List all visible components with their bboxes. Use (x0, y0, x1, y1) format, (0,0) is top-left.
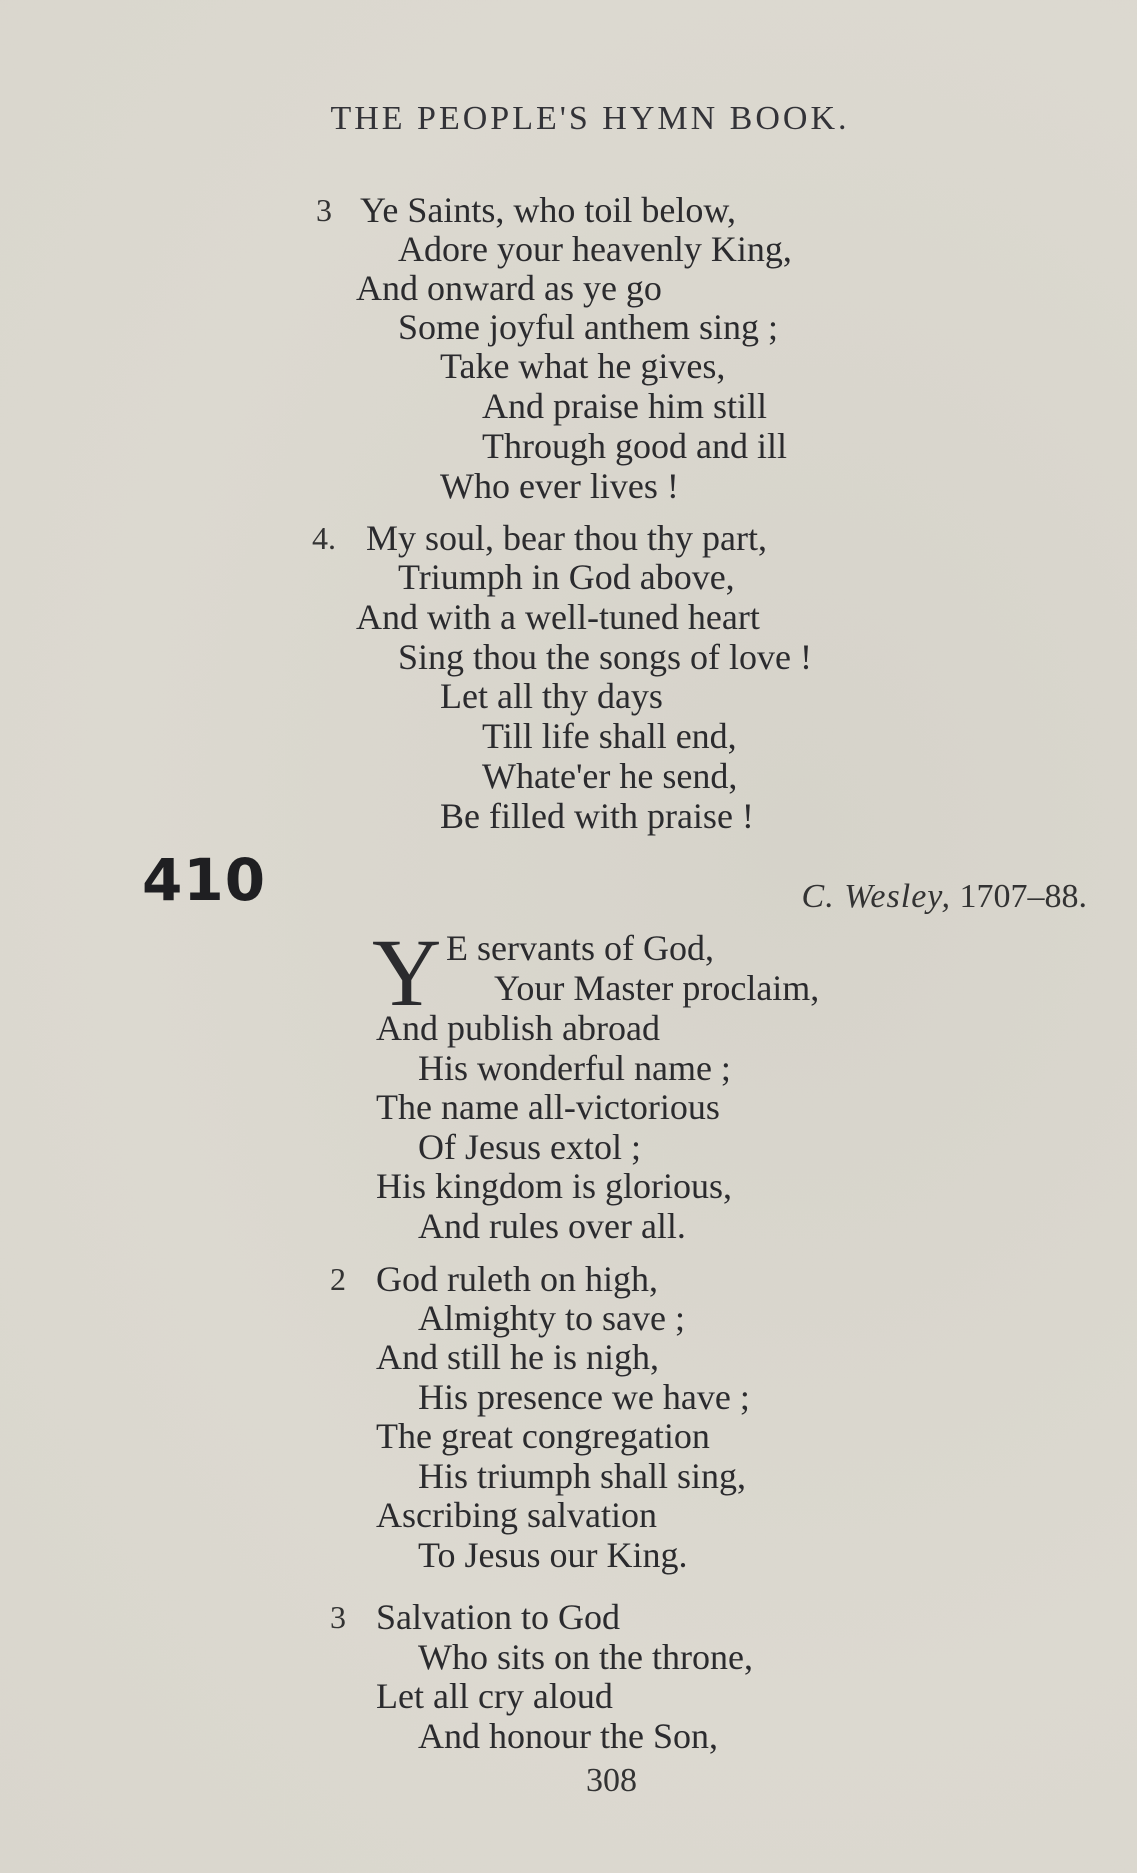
hymn-line: His wonderful name ; (418, 1048, 731, 1088)
verse-number: 4. (312, 520, 336, 556)
verse-number: 3 (316, 192, 332, 228)
hymn-line: Ye Saints, who toil below, (360, 190, 737, 230)
hymn-line: Till life shall end, (482, 716, 737, 756)
hymn-line: God ruleth on high, (376, 1259, 658, 1299)
hymn-line: Almighty to save ; (418, 1298, 685, 1338)
hymn-line: His presence we have ; (418, 1377, 750, 1417)
hymn-line: My soul, bear thou thy part, (366, 518, 767, 558)
hymn-line: E servants of God, (446, 928, 714, 968)
author-dates: 1707–88. (959, 878, 1087, 915)
hymn-line: His triumph shall sing, (418, 1456, 747, 1496)
hymn-line: Sing thou the songs of love ! (398, 637, 812, 677)
running-head: THE PEOPLE'S HYMN BOOK. (330, 100, 850, 137)
verse-number: 3 (330, 1599, 346, 1635)
hymn-line: Salvation to God (376, 1597, 620, 1637)
hymn-line: And rules over all. (418, 1206, 686, 1246)
hymn-line: Let all thy days (440, 676, 663, 716)
hymn-line: Who ever lives ! (440, 466, 679, 506)
hymn-line: And onward as ye go (356, 268, 662, 308)
hymn-line: And with a well-tuned heart (356, 597, 760, 637)
hymn-line: Be filled with praise ! (440, 796, 754, 836)
hymn-number: 410 (142, 846, 267, 914)
drop-cap: Y (372, 919, 442, 1026)
hymn-line: Let all cry aloud (376, 1676, 613, 1716)
verse-number: 2 (330, 1261, 346, 1297)
hymn-line: To Jesus our King. (418, 1535, 688, 1575)
hymn-line: Ascribing salvation (376, 1495, 657, 1535)
hymn-line: Adore your heavenly King, (398, 229, 792, 269)
hymn-line: Through good and ill (482, 426, 787, 466)
hymn-line: And praise him still (482, 386, 767, 426)
hymn-line: Whate'er he send, (482, 756, 738, 796)
hymn-attribution (802, 878, 1087, 916)
hymn-line: Triumph in God above, (398, 557, 735, 597)
hymn-line: Take what he gives, (440, 346, 726, 386)
hymn-line: And still he is nigh, (376, 1337, 660, 1377)
hymn-line: The great congregation (376, 1416, 710, 1456)
hymn-line: Your Master proclaim, (494, 968, 820, 1008)
hymn-line: The name all-victorious (376, 1087, 720, 1127)
hymn-line: Who sits on the throne, (418, 1637, 753, 1677)
hymn-line: Of Jesus extol ; (418, 1127, 641, 1167)
hymn-line: Some joyful anthem sing ; (398, 307, 778, 347)
hymn-line: And publish abroad (376, 1008, 660, 1048)
author-name: C. Wesley, (801, 878, 951, 915)
page-number: 308 (586, 1762, 637, 1799)
hymn-line: And honour the Son, (418, 1716, 718, 1756)
hymn-line: His kingdom is glorious, (376, 1166, 733, 1206)
